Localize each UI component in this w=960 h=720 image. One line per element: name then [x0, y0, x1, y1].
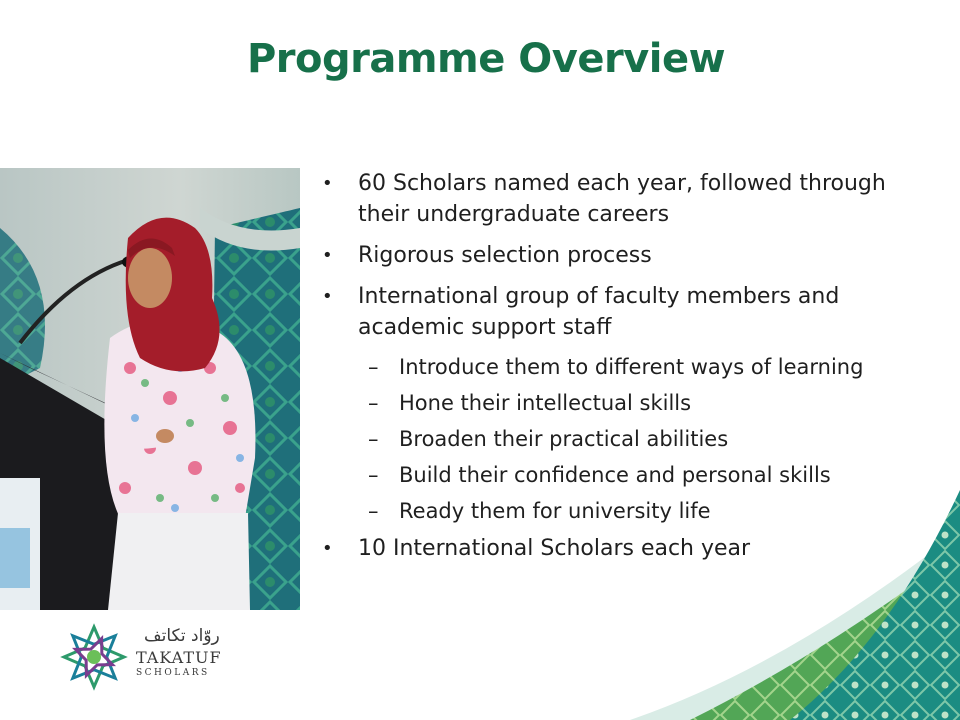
sub-bullet-marker: –	[368, 463, 379, 487]
logo-arabic-name: روّاد تكاتف	[144, 626, 220, 646]
speaker-photo	[0, 168, 300, 610]
bullet-text: 60 Scholars named each year, followed through their undergraduate careers	[358, 171, 886, 227]
sub-bullet-marker: –	[368, 355, 379, 379]
bullet-marker: •	[322, 538, 333, 559]
sub-bullet-text: Ready them for university life	[399, 499, 711, 523]
bullet-marker: •	[322, 286, 333, 307]
sub-bullet-marker: –	[368, 427, 379, 451]
sub-bullet-item	[322, 387, 922, 419]
sub-bullet-text: Broaden their practical abilities	[399, 427, 729, 451]
sub-bullet-item	[322, 351, 922, 383]
sub-bullet-marker: –	[368, 391, 379, 415]
star-emblem-icon	[56, 622, 132, 692]
bullet-text: International group of faculty members and academic support staff	[358, 284, 840, 340]
sub-bullet-marker: –	[368, 499, 379, 523]
bullet-marker: •	[322, 173, 333, 194]
logo-name: TAKATUF	[136, 648, 222, 667]
bullet-marker: •	[322, 245, 333, 266]
decorative-pattern	[630, 490, 960, 720]
sub-bullet-text: Hone their intellectual skills	[399, 391, 692, 415]
sub-bullet-text: Build their confidence and personal skills	[399, 463, 831, 487]
bullet-item	[322, 281, 922, 343]
sub-bullet-item	[322, 459, 922, 491]
bullet-item	[322, 240, 922, 271]
bullet-text: Rigorous selection process	[358, 243, 652, 268]
takatuf-logo	[56, 622, 236, 692]
sub-bullet-text: Introduce them to different ways of learning	[399, 355, 864, 379]
logo-subtitle: SCHOLARS	[136, 668, 210, 678]
bullet-item	[322, 168, 922, 230]
sub-bullet-item	[322, 423, 922, 455]
slide-title: Programme Overview	[246, 36, 726, 82]
bullet-text: 10 International Scholars each year	[358, 536, 751, 561]
